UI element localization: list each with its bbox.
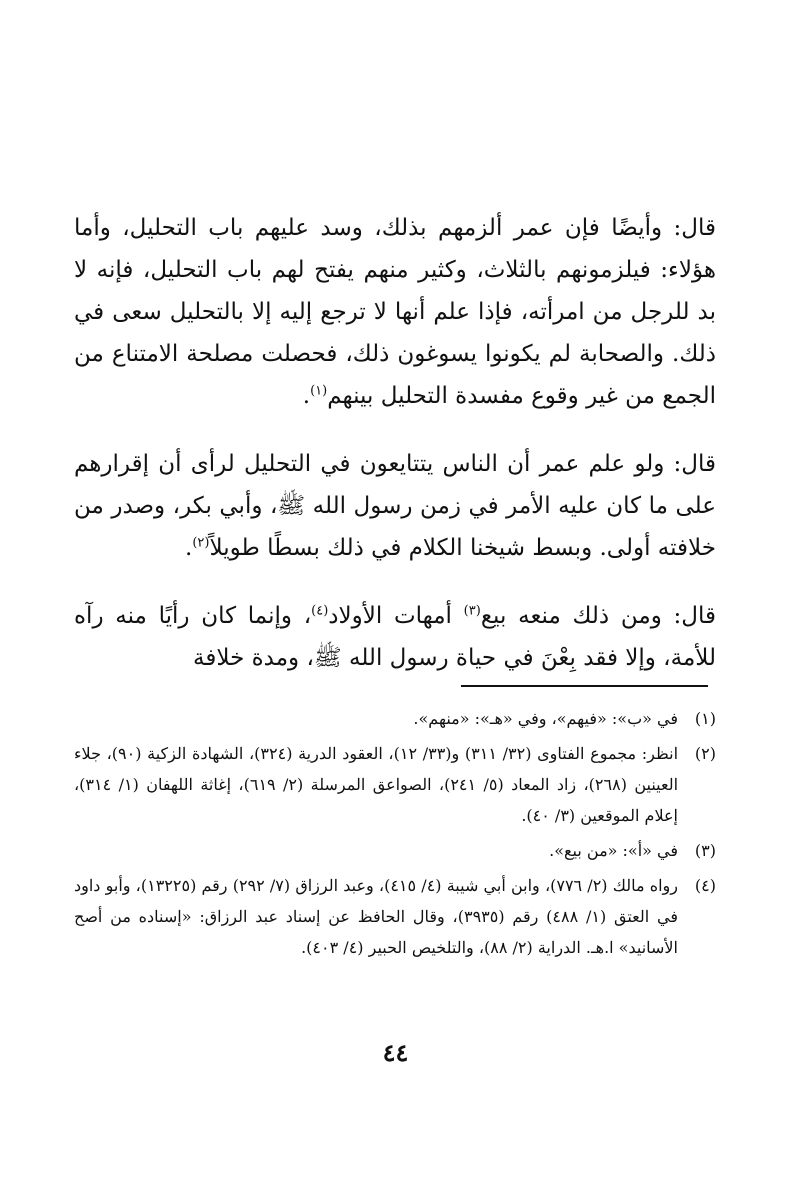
paragraph-1-tail: .: [302, 383, 311, 409]
paragraph-2: [74, 443, 716, 569]
paragraph-3: [74, 595, 716, 679]
footnote-number-1: (١): [694, 709, 716, 728]
footnote-number-4: (٤): [694, 876, 716, 895]
footnote-2: [74, 738, 716, 831]
footnote-ref-2: (٢): [192, 535, 210, 551]
footnote-3: [74, 835, 716, 866]
paragraph-1-text: قال: وأيضًا فإن عمر ألزمهم بذلك، وسد عليهم باب التحليل، وأما هؤلاء: فيلزمونهم بالثلاث، وكثير منهم يفتح لهم باب التحليل، فإنه لا بد للرجل من امرأته، فإذا علم أنها لا ترجع إليه إلا بالتحليل سعى في ذلك. والصحابة لم يكونوا يسوغون ذلك، فحصلت مصلحة الامتناع من الجمع من غير وقوع مفسدة التحليل بينهم: [74, 215, 716, 409]
footnote-ref-3: (٣): [463, 603, 481, 619]
footnote-ref-1: (١): [310, 383, 328, 399]
footnote-text-4: رواه مالك (٢/ ٧٧٦)، وابن أبي شيبة (٤/ ٤١٥)، وعبد الرزاق (٧/ ٢٩٢) رقم (١٣٢٢٥)، وأبو داود في العتق (١/ ٤٨٨) رقم (٣٩٣٥)، وقال الحافظ عن إسناد عبد الرزاق: «إسناده من أصح الأسانيد» ا.هـ. الدراية (٢/ ٨٨)، والتلخيص الحبير (٤/ ٤٠٣).: [74, 876, 678, 957]
paragraph-3-text-b: أمهات الأولاد: [328, 603, 464, 629]
footnote-text-1: في «ب»: «فيهم»، وفي «هـ»: «منهم».: [413, 709, 678, 728]
footnote-1: [74, 703, 716, 734]
footnote-separator: [461, 685, 708, 687]
paragraph-3-text-a: قال: ومن ذلك منعه بيع: [480, 603, 716, 629]
paragraph-1: [74, 207, 716, 417]
footnote-number-2: (٢): [694, 744, 716, 763]
footnote-ref-4: (٤): [311, 603, 329, 619]
paragraph-2-text: قال: ولو علم عمر أن الناس يتتايعون في التحليل لرأى أن إقرارهم على ما كان عليه الأمر في زمن رسول الله ﷺ، وأبي بكر، وصدر من خلافته أولى. وبسط شيخنا الكلام في ذلك بسطًا طويلاً: [74, 451, 716, 561]
footnote-4: [74, 870, 716, 963]
paragraph-3-text-c: ، وإنما كان رأيًا منه رآه للأمة، وإلا فقد بِعْنَ في حياة رسول الله ﷺ، ومدة خلافة: [74, 603, 716, 671]
footnote-text-3: في «أ»: «من بيع».: [549, 841, 678, 860]
main-text: [74, 207, 716, 705]
footnote-text-2: انظر: مجموع الفتاوى (٣٢/ ٣١١) و(٣٣/ ١٢)، العقود الدرية (٣٢٤)، الشهادة الزكية (٩٠)، جلاء العينين (٢٦٨)، زاد المعاد (٥/ ٢٤١)، الصواعق المرسلة (٢/ ٦١٩)، إغاثة اللهفان (١/ ٣١٤)، إعلام الموقعين (٣/ ٤٠).: [74, 744, 679, 825]
footnotes: [74, 703, 716, 967]
page-number: ٤٤: [382, 1038, 409, 1067]
footnote-number-3: (٣): [694, 841, 716, 860]
paragraph-2-tail: .: [185, 535, 193, 561]
